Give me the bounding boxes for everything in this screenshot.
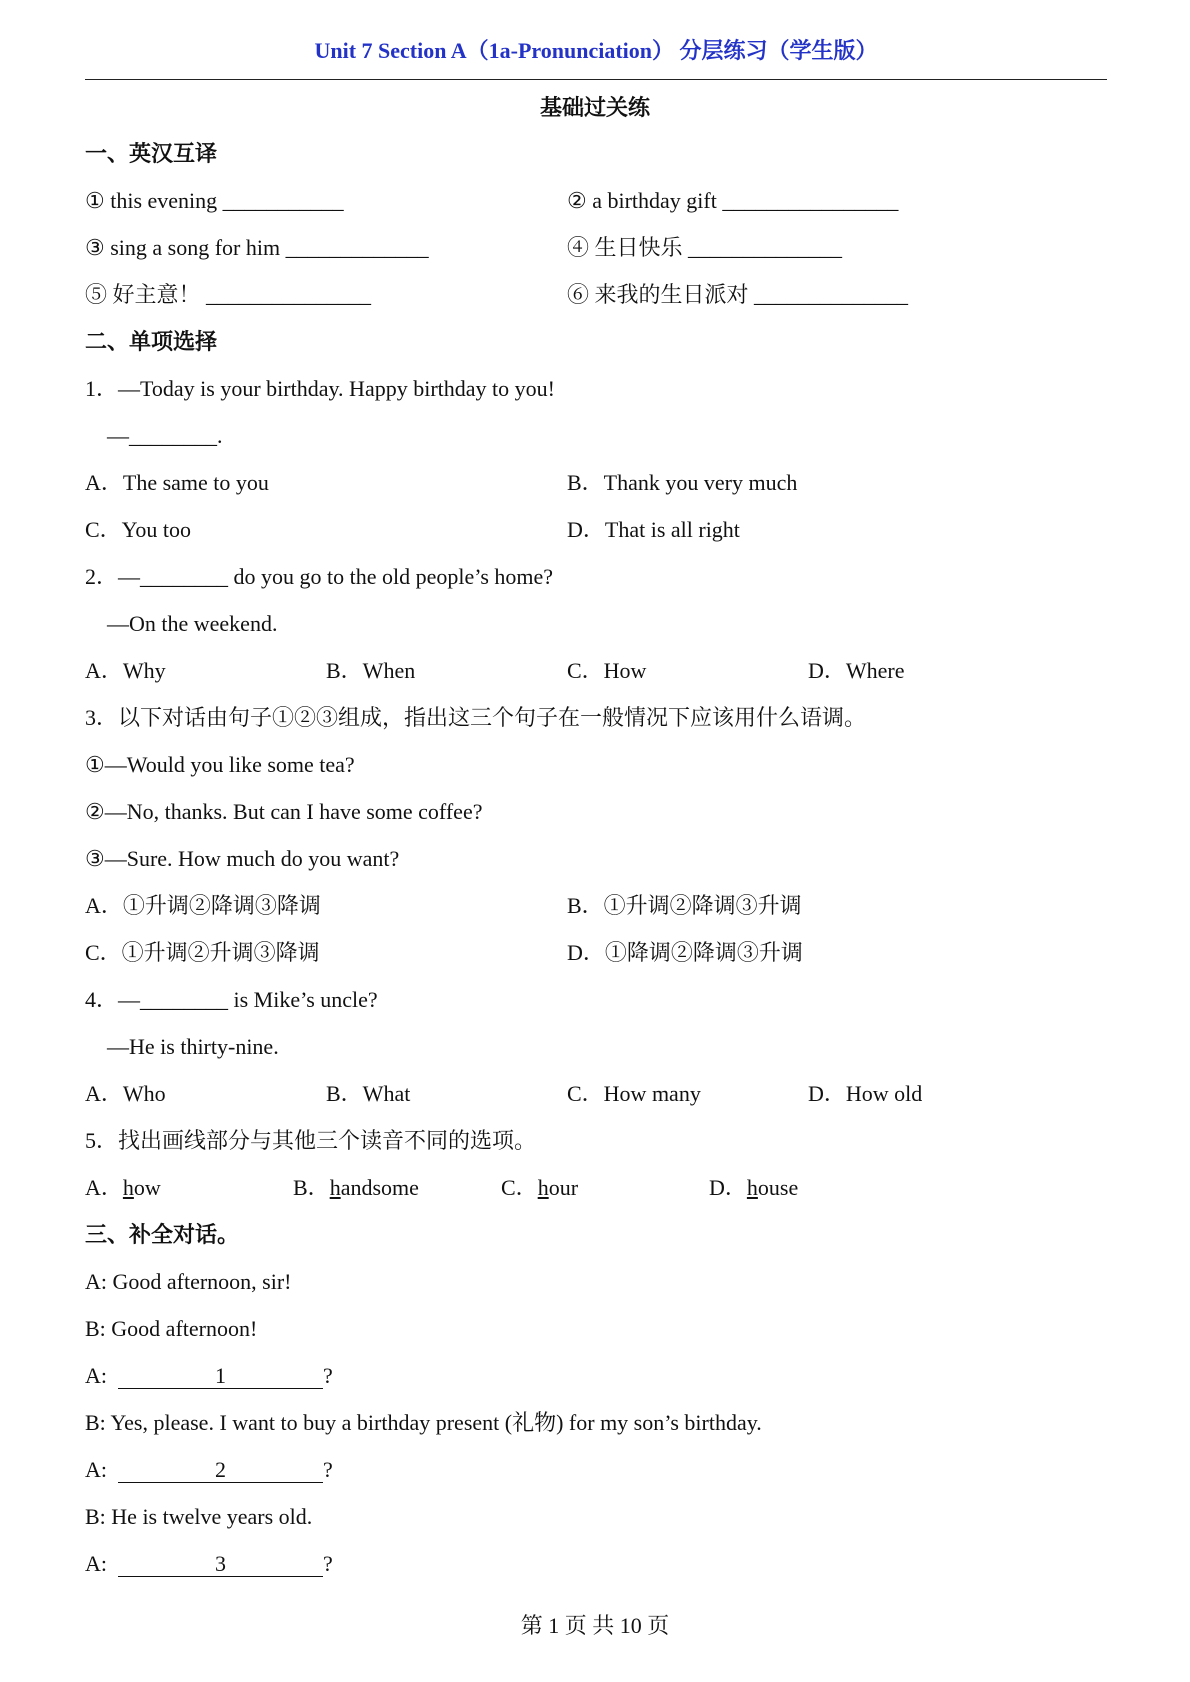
q5-d-underlined: h bbox=[746, 1175, 758, 1200]
header-divider bbox=[85, 79, 1107, 80]
s1-item-6: ⑥ 来我的生日派对 ______________ bbox=[567, 282, 909, 307]
blank-2[interactable]: 2 bbox=[118, 1458, 323, 1483]
s1-item-1: ① this evening ___________ bbox=[85, 188, 344, 213]
dialogue-line-4: B: He is twelve years old. bbox=[85, 1504, 313, 1529]
q2-reply: —On the weekend. bbox=[107, 611, 278, 636]
q5-b-rest: andsome bbox=[340, 1175, 419, 1200]
q3-option-a: A．①升调②降调③降调 bbox=[85, 893, 321, 918]
q5-d-label: D． bbox=[709, 1175, 747, 1200]
q2-option-a: A．Why bbox=[85, 658, 166, 683]
q5-option-b bbox=[293, 1173, 419, 1203]
q3-sentence-2: ②—No, thanks. But can I have some coffee? bbox=[85, 799, 483, 824]
q5-c-underlined: h bbox=[537, 1175, 549, 1200]
speaker-a: A: bbox=[85, 1551, 107, 1576]
s1-item-5: ⑤ 好主意！ _______________ bbox=[85, 282, 372, 307]
dialogue-line-1: A: Good afternoon, sir! bbox=[85, 1269, 292, 1294]
q1-option-d: D．That is all right bbox=[567, 517, 740, 542]
page-footer: 第 1 页 共 10 页 bbox=[520, 1613, 670, 1638]
question-mark: ? bbox=[323, 1363, 333, 1388]
speaker-a: A: bbox=[85, 1363, 107, 1388]
q5-d-rest: ouse bbox=[757, 1175, 799, 1200]
s1-item-3: ③ sing a song for him _____________ bbox=[85, 235, 429, 260]
q3-stem: 3．以下对话由句子①②③组成，指出这三个句子在一般情况下应该用什么语调。 bbox=[85, 705, 867, 730]
q3-option-b: B．①升调②降调③升调 bbox=[567, 893, 802, 918]
section-1-title: 一、英汉互译 bbox=[85, 141, 218, 166]
s1-item-4: ④ 生日快乐 ______________ bbox=[567, 235, 843, 260]
section-2-title: 二、单项选择 bbox=[85, 329, 218, 354]
q3-option-c: C．①升调②升调③降调 bbox=[85, 940, 320, 965]
section-3-title: 三、补全对话。 bbox=[85, 1222, 240, 1247]
q4-option-a: A．Who bbox=[85, 1081, 166, 1106]
q5-option-c bbox=[501, 1173, 578, 1203]
question-mark: ? bbox=[323, 1551, 333, 1576]
q2-option-c: C．How bbox=[567, 658, 647, 683]
q5-a-label: A． bbox=[85, 1175, 123, 1200]
q4-option-d: D．How old bbox=[808, 1081, 923, 1106]
q1-option-b: B．Thank you very much bbox=[567, 470, 798, 495]
q2-option-d: D．Where bbox=[808, 658, 905, 683]
q1-stem: 1．—Today is your birthday. Happy birthday to you! bbox=[85, 376, 555, 401]
q5-b-label: B． bbox=[293, 1175, 330, 1200]
q1-option-a: A．The same to you bbox=[85, 470, 269, 495]
q3-sentence-1: ①—Would you like some tea? bbox=[85, 752, 355, 777]
speaker-a: A: bbox=[85, 1457, 107, 1482]
q4-stem: 4．—________ is Mike’s uncle? bbox=[85, 987, 378, 1012]
dialogue-blank-1-line bbox=[85, 1361, 333, 1391]
q5-a-underlined: h bbox=[122, 1175, 134, 1200]
q5-stem: 5．找出画线部分与其他三个读音不同的选项。 bbox=[85, 1128, 537, 1153]
q5-b-underlined: h bbox=[329, 1175, 341, 1200]
blank-1[interactable]: 1 bbox=[118, 1364, 323, 1389]
q4-option-b: B．What bbox=[326, 1081, 411, 1106]
level-title: 基础过关练 bbox=[539, 95, 650, 120]
q5-option-a bbox=[85, 1173, 161, 1203]
q5-a-rest: ow bbox=[133, 1175, 161, 1200]
dialogue-blank-3-line bbox=[85, 1549, 333, 1579]
q4-reply: —He is thirty-nine. bbox=[107, 1034, 279, 1059]
q1-reply: —________. bbox=[107, 423, 223, 448]
q5-c-rest: our bbox=[548, 1175, 579, 1200]
dialogue-line-3: B: Yes, please. I want to buy a birthday present (礼物) for my son’s birthday. bbox=[85, 1410, 762, 1435]
q3-option-d: D．①降调②降调③升调 bbox=[567, 940, 803, 965]
document-header: Unit 7 Section A（1a-Pronunciation） 分层练习（学生版） bbox=[314, 38, 878, 63]
q3-sentence-3: ③—Sure. How much do you want? bbox=[85, 846, 400, 871]
q5-option-d bbox=[709, 1173, 798, 1203]
q4-option-c: C．How many bbox=[567, 1081, 701, 1106]
q2-option-b: B．When bbox=[326, 658, 416, 683]
q5-c-label: C． bbox=[501, 1175, 538, 1200]
q2-stem: 2．—________ do you go to the old people’s home? bbox=[85, 564, 554, 589]
dialogue-line-2: B: Good afternoon! bbox=[85, 1316, 258, 1341]
dialogue-blank-2-line bbox=[85, 1455, 333, 1485]
blank-3[interactable]: 3 bbox=[118, 1552, 323, 1577]
s1-item-2: ② a birthday gift ________________ bbox=[567, 188, 899, 213]
q1-option-c: C．You too bbox=[85, 517, 191, 542]
question-mark: ? bbox=[323, 1457, 333, 1482]
